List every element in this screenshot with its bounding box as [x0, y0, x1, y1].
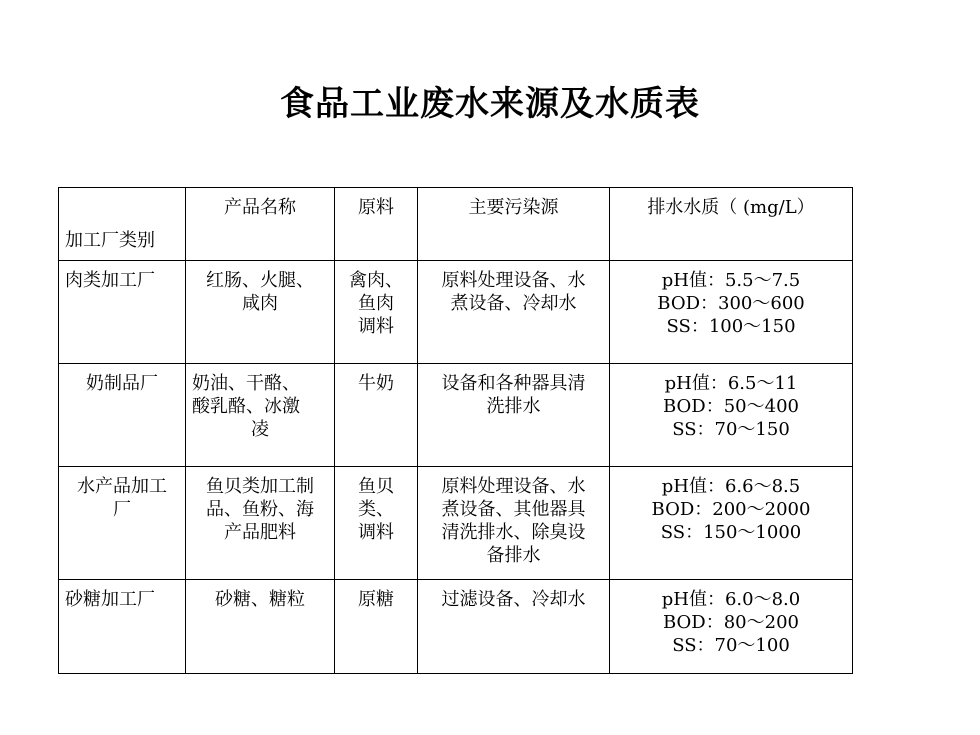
- cell-product: 砂糖、糖粒: [186, 580, 335, 674]
- header-material: 原料: [335, 188, 418, 261]
- page-title: 食品工业废水来源及水质表: [280, 84, 700, 124]
- cell-pollution: 过滤设备、冷却水: [418, 580, 610, 674]
- cell-material: 原糖: [335, 580, 418, 674]
- cell-product: 红肠、火腿、 咸肉: [186, 261, 335, 364]
- table-row: [59, 364, 853, 467]
- cell-quality: pH值：6.6～8.5 BOD：200～2000 SS：150～1000: [610, 467, 853, 580]
- table-row: [59, 467, 853, 580]
- cell-quality: pH值：6.5～11 BOD：50～400 SS：70～150: [610, 364, 853, 467]
- cell-category: 奶制品厂: [59, 364, 186, 467]
- cell-material: 禽肉、 鱼肉 调料: [335, 261, 418, 364]
- header-pollution: 主要污染源: [418, 188, 610, 261]
- cell-pollution: 原料处理设备、水 煮设备、其他器具 清洗排水、除臭设 备排水: [418, 467, 610, 580]
- cell-quality: pH值：6.0～8.0 BOD：80～200 SS：70～100: [610, 580, 853, 674]
- cell-pollution: 设备和各种器具清 洗排水: [418, 364, 610, 467]
- table-row: [59, 261, 853, 364]
- cell-material: 鱼贝类、 调料: [335, 467, 418, 580]
- table-header-row: [59, 188, 853, 261]
- cell-pollution: 原料处理设备、水 煮设备、冷却水: [418, 261, 610, 364]
- header-quality: 排水水质（ (mg/L）: [610, 188, 853, 261]
- wastewater-table: [58, 187, 853, 674]
- cell-product: 奶油、干酪、 酸乳酪、冰激 凌: [186, 364, 335, 467]
- header-category: 加工厂类别: [59, 188, 186, 261]
- cell-material: 牛奶: [335, 364, 418, 467]
- cell-category: 水产品加工 厂: [59, 467, 186, 580]
- header-product: 产品名称: [186, 188, 335, 261]
- cell-category: 肉类加工厂: [59, 261, 186, 364]
- cell-product: 鱼贝类加工制 品、鱼粉、海 产品肥料: [186, 467, 335, 580]
- cell-quality: pH值：5.5～7.5 BOD：300～600 SS：100～150: [610, 261, 853, 364]
- table-row: [59, 580, 853, 674]
- cell-category: 砂糖加工厂: [59, 580, 186, 674]
